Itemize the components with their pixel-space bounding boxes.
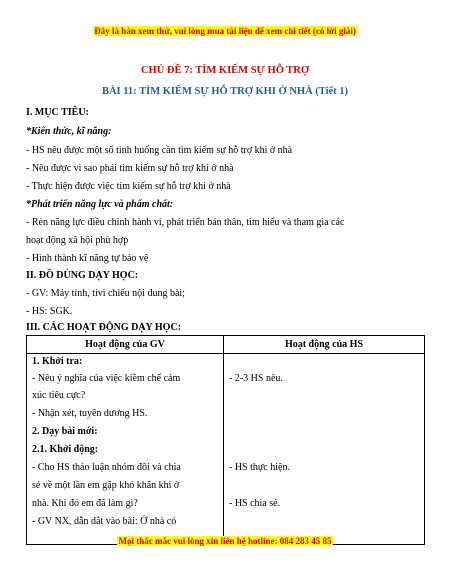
preview-notice-text: Đây là bản xem thử, vui lòng mua tài liệu để xem chi tiết (có lời giải) <box>94 26 356 36</box>
teacher-line: - Nêu ý nghĩa của việc kiềm chế cảm <box>32 373 181 384</box>
teacher-line: - Nhận xét, tuyên dương HS. <box>32 408 148 419</box>
knowledge-item: - HS nêu được một số tình huống cần tìm kiếm sự hỗ trợ khi ở nhà <box>26 145 293 156</box>
materials-item: - GV: Máy tính, tivi chiếu nội dung bài; <box>26 288 185 299</box>
table-header-row <box>27 336 425 354</box>
competence-heading: *Phát triển năng lực và phẩm chất: <box>26 199 174 210</box>
teacher-activities-cell <box>27 354 224 545</box>
preview-notice-banner <box>0 26 450 36</box>
materials-heading: II. ĐỒ DÙNG DẠY HỌC: <box>26 270 139 281</box>
teacher-line: - GV NX, dẫn dắt vào bài: Ở nhà có <box>32 516 177 527</box>
competence-item: - Rèn năng lực điều chỉnh hành vi, phát triển bản thân, tìm hiểu và tham gia các <box>26 217 345 228</box>
topic-title: CHỦ ĐỀ 7: TÌM KIẾM SỰ HỖ TRỢ <box>140 65 310 76</box>
competence-item: hoạt động xã hội phù hợp <box>26 235 129 246</box>
student-activities-cell <box>224 354 425 545</box>
teacher-line: 1. Khởi tra: <box>32 356 83 367</box>
student-column-header: Hoạt động của HS <box>224 336 425 354</box>
teacher-column-header: Hoạt động của GV <box>27 336 224 354</box>
teacher-line: - Cho HS thảo luận nhóm đôi và chia <box>32 462 181 473</box>
hotline-banner <box>0 536 450 546</box>
teacher-line: xúc tiêu cực? <box>32 390 86 401</box>
knowledge-heading: *Kiến thức, kĩ năng: <box>26 126 112 137</box>
teacher-line: 2. Dạy bài mới: <box>32 426 98 437</box>
competence-item: - Hình thành kĩ năng tự bảo vệ <box>26 253 149 264</box>
table-row <box>27 354 425 545</box>
student-line: - 2-3 HS nêu. <box>229 373 283 384</box>
objectives-heading: I. MỤC TIÊU: <box>26 107 89 118</box>
hotline-text: Mọi thắc mắc vui lòng xin liên hệ hotline: 084 283 45 85 <box>118 536 332 546</box>
student-line: - HS chia sẻ. <box>229 498 281 509</box>
activities-table <box>26 335 425 545</box>
teacher-line: nhà. Khi đó em đã làm gì? <box>32 498 138 509</box>
materials-item: - HS: SGK. <box>26 306 73 317</box>
knowledge-item: - Nêu được vì sao phải tìm kiếm sự hỗ trợ khi ở nhà <box>26 163 234 174</box>
knowledge-item: - Thực hiện được việc tìm kiếm sự hỗ trợ khi ở nhà <box>26 181 231 192</box>
activities-heading: III. CÁC HOẠT ĐỘNG DẠY HỌC: <box>26 322 182 333</box>
lesson-title: BÀI 11: TÌM KIẾM SỰ HỖ TRỢ KHI Ở NHÀ (Tiết 1) <box>101 86 349 97</box>
student-line: - HS thực hiện. <box>229 462 290 473</box>
teacher-line: sẻ về một lần em gặp khó khăn khi ở <box>32 480 180 491</box>
teacher-line: 2.1. Khởi động: <box>32 444 99 455</box>
